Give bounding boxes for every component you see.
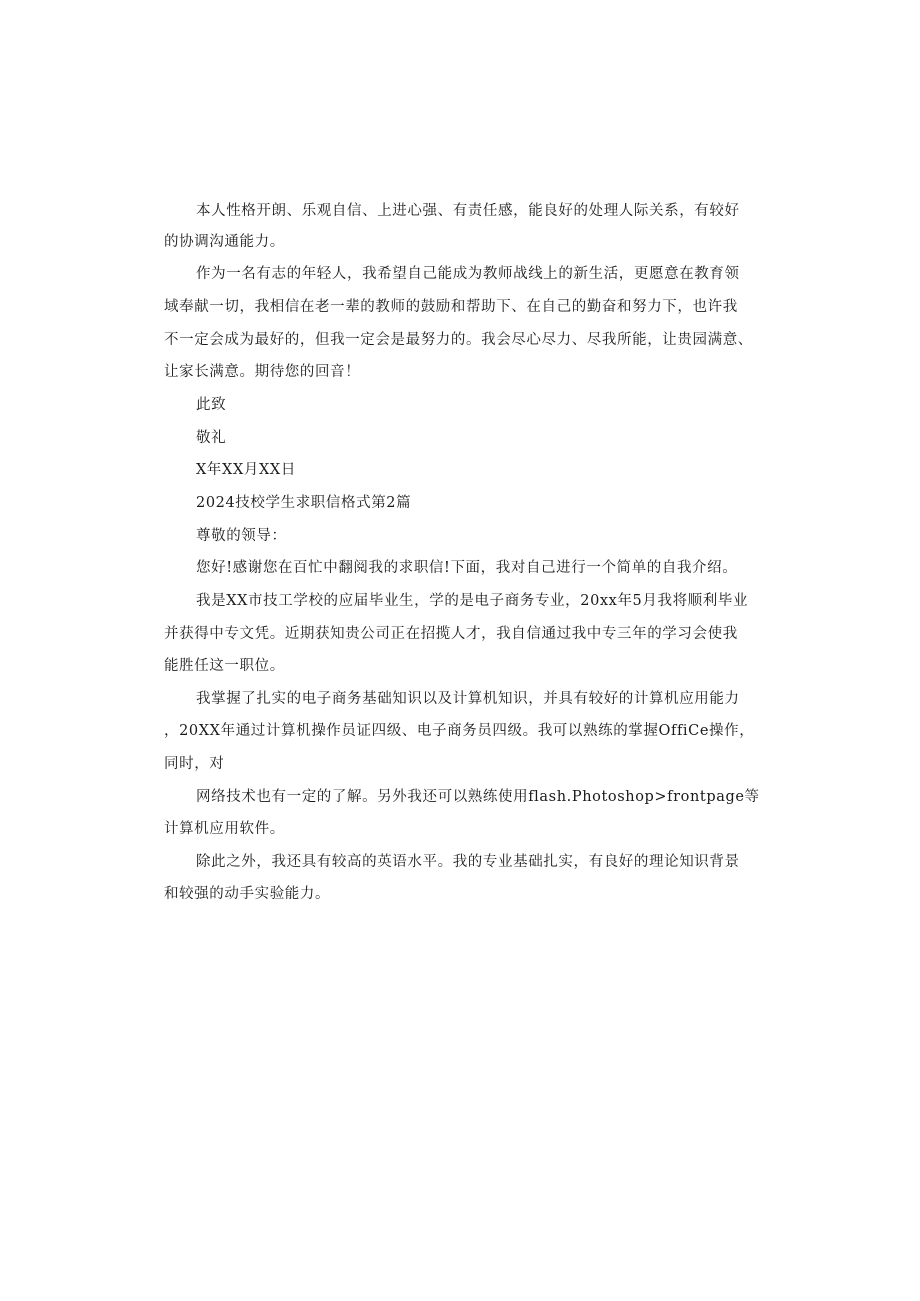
greeting-line: 尊敬的领导： (196, 528, 287, 544)
text-line-14: 并获得中专文凭。近期获知贵公司正在招揽人才，我自信通过我中专三年的学习会使我 (164, 626, 738, 642)
text-line-22: 和较强的动手实验能力。 (164, 886, 331, 902)
text-line-18: 同时，对 (164, 756, 225, 772)
text-line-17: ，20XX年通过计算机操作员证四级、电子商务员四级。我可以熟练的掌握OffiCe操作， (164, 723, 755, 739)
regards-line: 敬礼 (196, 430, 227, 446)
text-line-15: 能胜任这一职位。 (164, 658, 285, 674)
text-line-2: 的协调沟通能力。 (164, 234, 285, 250)
text-line-21: 除此之外，我还具有较高的英语水平。我的专业基础扎实，有良好的理论知识背景 (196, 854, 740, 870)
text-line-19: 网络技术也有一定的了解。另外我还可以熟练使用flash.Photoshop>frontpage等 (196, 789, 760, 805)
text-line-1: 本人性格开朗、乐观自信、上进心强、有责任感，能良好的处理人际关系，有较好 (196, 203, 740, 219)
section-title: 2024技校学生求职信格式第2篇 (196, 495, 412, 511)
date-line: X年XX月XX日 (196, 462, 296, 478)
text-line-16: 我掌握了扎实的电子商务基础知识以及计算机知识，并具有较好的计算机应用能力 (196, 691, 740, 707)
text-line-6: 让家长满意。期待您的回音！ (164, 364, 361, 380)
text-line-5: 不一定会成为最好的，但我一定会是最努力的。我会尽心尽力、尽我所能，让贵园满意、 (164, 332, 753, 348)
text-line-20: 计算机应用软件。 (164, 821, 285, 837)
text-line-4: 域奉献一切，我相信在老一辈的教师的鼓励和帮助下、在自己的勤奋和努力下，也许我 (164, 299, 738, 315)
text-line-13: 我是XX市技工学校的应届毕业生，学的是电子商务专业，20xx年5月我将顺利毕业 (196, 593, 749, 609)
text-line-12: 您好!感谢您在百忙中翻阅我的求职信!下面，我对自己进行一个简单的自我介绍。 (196, 560, 738, 576)
salutation-line: 此致 (196, 397, 227, 413)
text-line-3: 作为一名有志的年轻人，我希望自己能成为教师战线上的新生活，更愿意在教育领 (196, 266, 740, 282)
